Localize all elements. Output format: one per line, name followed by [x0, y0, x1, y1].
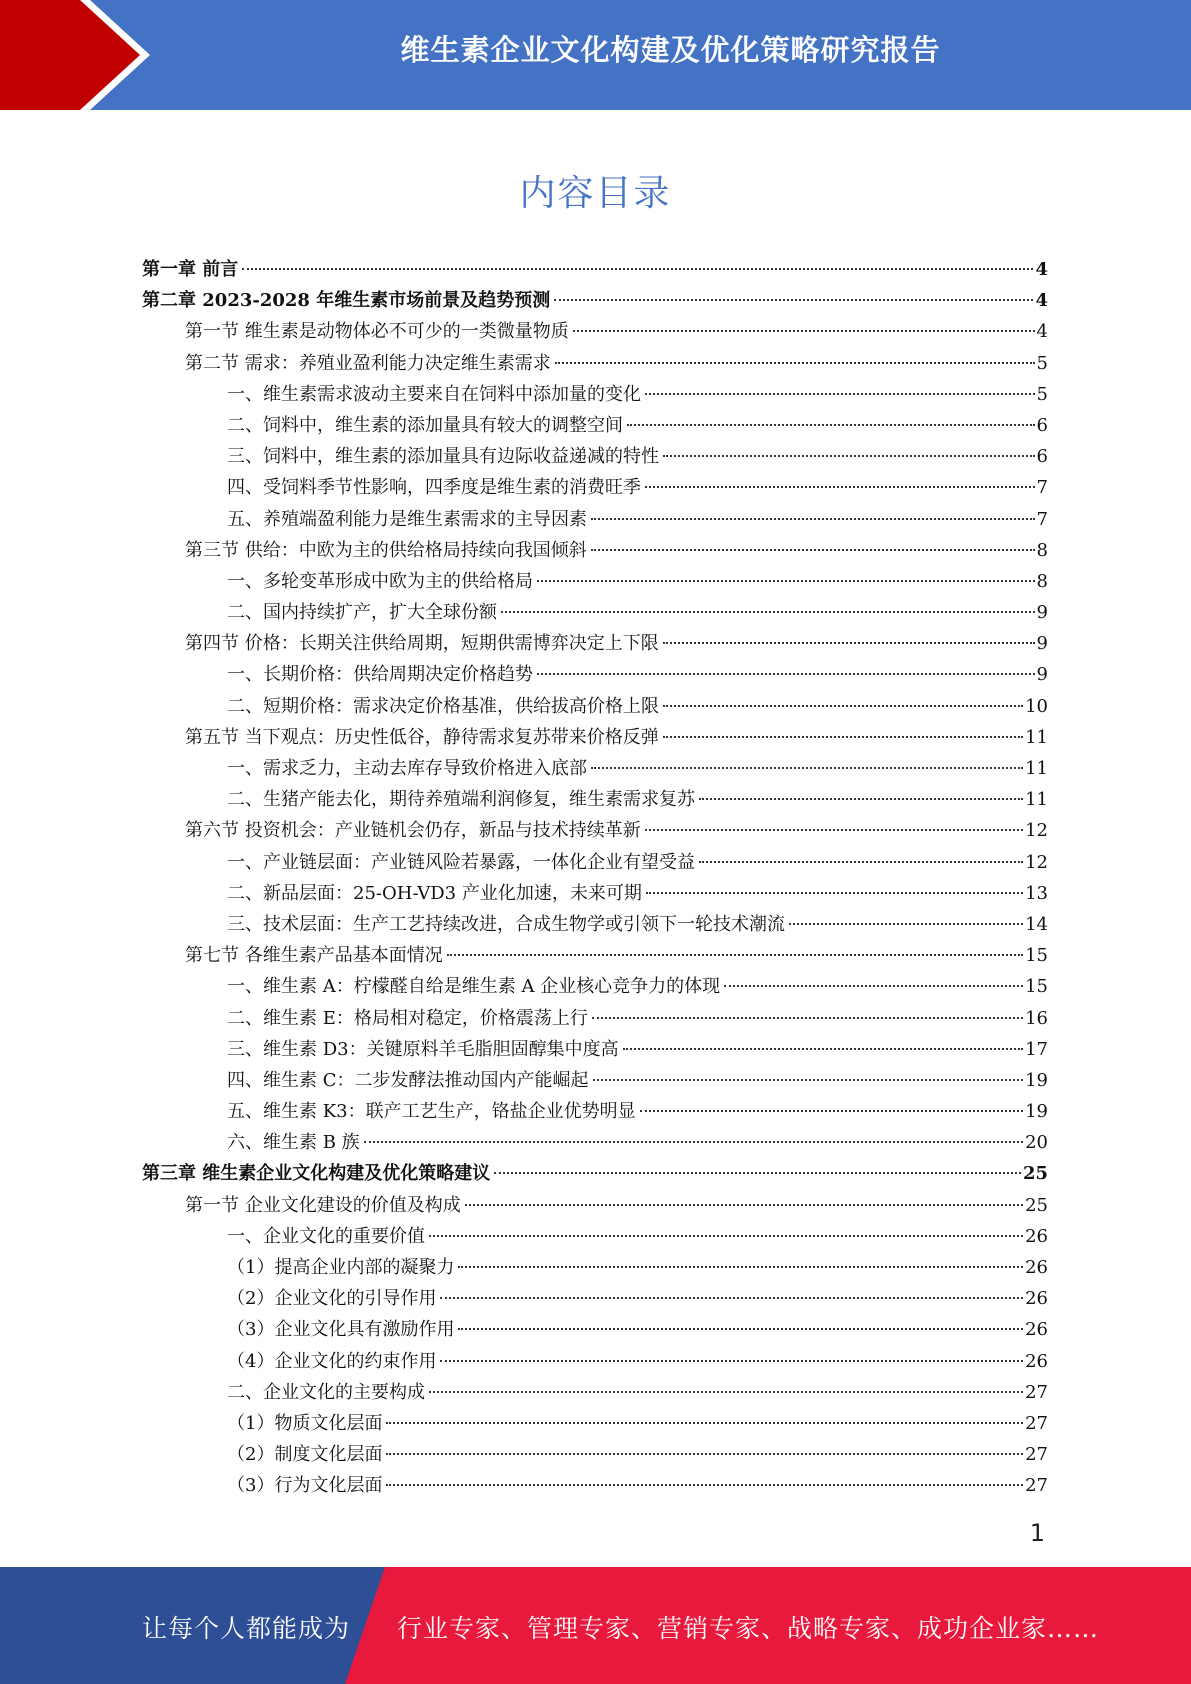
toc-entry-page: 15 — [1025, 945, 1048, 967]
toc-entry[interactable] — [142, 410, 1048, 441]
toc-leader-dots — [592, 1017, 1023, 1019]
toc-entry[interactable] — [142, 566, 1048, 597]
toc-entry[interactable] — [142, 1283, 1048, 1314]
toc-entry[interactable] — [142, 1158, 1048, 1189]
toc-leader-dots — [537, 673, 1035, 675]
toc-leader-dots — [640, 1110, 1023, 1112]
toc-entry-page: 20 — [1025, 1132, 1048, 1154]
toc-entry-page: 26 — [1025, 1257, 1048, 1278]
toc-entry-page: 12 — [1025, 851, 1048, 873]
toc-entry[interactable] — [142, 441, 1048, 472]
toc-entry-page: 5 — [1036, 383, 1048, 405]
toc-entry[interactable] — [142, 1190, 1048, 1221]
toc-entry-page: 27 — [1025, 1475, 1048, 1497]
toc-leader-dots — [465, 1204, 1023, 1206]
toc-entry-text: 五、维生素 K3：联产工艺生产，铬盐企业优势明显 — [227, 1101, 636, 1123]
toc-leader-dots — [663, 705, 1023, 707]
toc-entry-text: 第五节 当下观点：历史性低谷，静待需求复苏带来价格反弹 — [185, 726, 659, 748]
toc-entry-page: 27 — [1025, 1412, 1048, 1434]
toc-leader-dots — [623, 1048, 1023, 1050]
toc-entry-page: 7 — [1036, 508, 1048, 530]
toc-entry[interactable] — [142, 659, 1048, 690]
toc-leader-dots — [440, 1297, 1023, 1299]
toc-leader-dots — [593, 1079, 1024, 1081]
toc-entry-text: （2）制度文化层面 — [227, 1444, 383, 1466]
toc-entry-text: （2）企业文化的引导作用 — [227, 1288, 437, 1310]
toc-leader-dots — [699, 861, 1023, 863]
toc-entry[interactable] — [142, 1034, 1048, 1065]
toc-entry[interactable] — [142, 722, 1048, 753]
toc-entry-page: 4 — [1036, 321, 1048, 343]
footer-slogan-left: 让每个人都能成为 — [142, 1614, 351, 1643]
toc-entry-text: 第二章 2023-2028 年维生素市场前景及趋势预测 — [142, 290, 551, 312]
toc-entry-page: 19 — [1025, 1069, 1048, 1091]
toc-leader-dots — [386, 1453, 1023, 1455]
toc-entry-text: 二、维生素 E：格局相对稳定，价格震荡上行 — [227, 1007, 588, 1029]
toc-entry-page: 9 — [1036, 602, 1048, 624]
toc-leader-dots — [501, 611, 1035, 613]
toc-entry-text: 三、维生素 D3：关键原料羊毛脂胆固醇集中度高 — [227, 1038, 619, 1060]
toc-entry-text: 二、国内持续扩产，扩大全球份额 — [227, 602, 497, 624]
toc-leader-dots — [429, 1391, 1023, 1393]
toc-entry-page: 11 — [1025, 789, 1048, 811]
toc-entry[interactable] — [142, 1252, 1048, 1283]
toc-entry-text: 二、短期价格：需求决定价格基准，供给拔高价格上限 — [227, 695, 659, 717]
toc-entry[interactable] — [142, 753, 1048, 784]
toc-entry[interactable] — [142, 504, 1048, 535]
toc-entry-page: 4 — [1035, 259, 1048, 280]
toc-entry-text: 四、受饲料季节性影响，四季度是维生素的消费旺季 — [227, 477, 641, 499]
toc-entry[interactable] — [142, 1314, 1048, 1345]
toc-entry[interactable] — [142, 1377, 1048, 1408]
toc-leader-dots — [429, 1235, 1023, 1237]
toc-entry-page: 7 — [1036, 477, 1048, 499]
toc-entry[interactable] — [142, 348, 1048, 379]
toc-leader-dots — [555, 362, 1035, 364]
toc-heading: 内容目录 — [519, 173, 672, 214]
toc-leader-dots — [440, 1360, 1023, 1362]
header-band — [0, 0, 1191, 110]
toc-leader-dots — [573, 330, 1035, 332]
toc-entry[interactable] — [142, 878, 1048, 909]
toc-entry-page: 8 — [1036, 570, 1048, 592]
toc-entry[interactable] — [142, 1065, 1048, 1096]
toc-entry-text: （3）行为文化层面 — [227, 1475, 383, 1497]
toc-entry-text: 二、新品层面：25-OH-VD3 产业化加速，未来可期 — [227, 882, 642, 904]
toc-entry-page: 12 — [1025, 820, 1048, 842]
toc-entry[interactable] — [142, 691, 1048, 722]
toc-entry-text: 三、饲料中，维生素的添加量具有边际收益递减的特性 — [227, 446, 659, 468]
toc-entry[interactable] — [142, 628, 1048, 659]
toc-leader-dots — [663, 736, 1023, 738]
toc-leader-dots — [645, 829, 1023, 831]
toc-entry-page: 6 — [1036, 414, 1048, 436]
toc-entry-page: 26 — [1025, 1288, 1048, 1310]
toc-entry[interactable] — [142, 1003, 1048, 1034]
toc-entry-page: 25 — [1025, 1194, 1048, 1216]
toc-entry[interactable] — [142, 1127, 1048, 1158]
toc-entry[interactable] — [142, 254, 1048, 285]
footer-slogan-right: 行业专家、管理专家、营销专家、战略专家、成功企业家…… — [397, 1614, 1100, 1643]
toc-entry-page: 9 — [1036, 664, 1048, 686]
toc-leader-dots — [242, 268, 1033, 270]
toc-entry-text: 一、长期价格：供给周期决定价格趋势 — [227, 664, 533, 686]
toc-entry[interactable] — [142, 1096, 1048, 1127]
toc-entry[interactable] — [142, 285, 1048, 316]
toc-entry-page: 13 — [1025, 882, 1048, 904]
toc-entry[interactable] — [142, 971, 1048, 1002]
toc-entry-text: 第三章 维生素企业文化构建及优化策略建议 — [142, 1163, 491, 1185]
toc-leader-dots — [724, 985, 1023, 987]
toc-entry-page: 17 — [1025, 1038, 1048, 1060]
toc-leader-dots — [645, 486, 1035, 488]
toc-entry-text: 六、维生素 B 族 — [227, 1132, 360, 1154]
toc-entry-text: 一、维生素需求波动主要来自在饲料中添加量的变化 — [227, 383, 641, 405]
toc-entry[interactable] — [142, 597, 1048, 628]
toc-entry-page: 11 — [1025, 758, 1048, 779]
toc-entry-text: 二、企业文化的主要构成 — [227, 1381, 425, 1403]
toc-entry[interactable] — [142, 316, 1048, 347]
toc-entry-text: 一、企业文化的重要价值 — [227, 1225, 425, 1247]
toc-leader-dots — [663, 455, 1035, 457]
toc-entry[interactable] — [142, 847, 1048, 878]
toc-leader-dots — [386, 1422, 1023, 1424]
toc-entry-text: 四、维生素 C：二步发酵法推动国内产能崛起 — [227, 1069, 589, 1091]
toc-leader-dots — [364, 1141, 1023, 1143]
toc-entry-page: 19 — [1025, 1101, 1048, 1123]
toc-entry-text: 二、饲料中，维生素的添加量具有较大的调整空间 — [227, 414, 623, 436]
toc-entry[interactable] — [142, 379, 1048, 410]
toc-entry-text: 第一节 企业文化建设的价值及构成 — [185, 1194, 461, 1216]
toc-entry-text: 二、生猪产能去化，期待养殖端利润修复，维生素需求复苏 — [227, 789, 695, 811]
toc-entry-page: 10 — [1025, 695, 1048, 717]
toc-leader-dots — [645, 393, 1035, 395]
toc-entry-text: 第四节 价格：长期关注供给周期，短期供需博弈决定上下限 — [185, 633, 659, 655]
toc-entry[interactable] — [142, 1408, 1048, 1439]
footer-band — [0, 1567, 1191, 1684]
toc-entry-page: 26 — [1025, 1350, 1048, 1372]
toc-entry-page: 6 — [1036, 446, 1048, 468]
toc-entry-page: 27 — [1025, 1444, 1048, 1466]
toc-entry-text: 第一节 维生素是动物体必不可少的一类微量物质 — [185, 321, 569, 343]
report-title: 维生素企业文化构建及优化策略研究报告 — [400, 33, 941, 67]
toc-entry-page: 14 — [1025, 913, 1048, 935]
toc-entry[interactable] — [142, 815, 1048, 846]
toc-entry-page: 5 — [1036, 352, 1048, 374]
toc-entry-text: 第七节 各维生素产品基本面情况 — [185, 945, 443, 967]
toc-entry-text: （1）提高企业内部的凝聚力 — [227, 1257, 455, 1278]
toc-leader-dots — [663, 642, 1035, 644]
toc-leader-dots — [458, 1266, 1023, 1268]
toc-leader-dots — [554, 299, 1033, 301]
toc-entry[interactable] — [142, 940, 1048, 971]
toc-entry-page: 27 — [1025, 1381, 1048, 1403]
toc-leader-dots — [789, 923, 1023, 925]
toc-leader-dots — [591, 518, 1035, 520]
toc-entry-page: 25 — [1022, 1163, 1048, 1185]
toc-entry[interactable] — [142, 909, 1048, 940]
toc-entry-text: 一、多轮变革形成中欧为主的供给格局 — [227, 570, 533, 592]
toc-entry[interactable] — [142, 472, 1048, 503]
toc-entry[interactable] — [142, 1221, 1048, 1252]
toc-entry-text: 第三节 供给：中欧为主的供给格局持续向我国倾斜 — [185, 539, 587, 561]
toc-entry-page: 4 — [1035, 290, 1048, 312]
toc-entry-text: 一、产业链层面：产业链风险若暴露，一体化企业有望受益 — [227, 851, 695, 873]
toc-entry-page: 26 — [1025, 1225, 1048, 1247]
toc-leader-dots — [646, 892, 1023, 894]
toc-entry[interactable] — [142, 535, 1048, 566]
toc-entry-text: （1）物质文化层面 — [227, 1412, 383, 1434]
toc-entry[interactable] — [142, 1346, 1048, 1377]
toc-leader-dots — [591, 767, 1023, 769]
toc-leader-dots — [627, 424, 1035, 426]
toc-entry-text: 五、养殖端盈利能力是维生素需求的主导因素 — [227, 508, 587, 530]
toc-leader-dots — [537, 580, 1035, 582]
toc-entry-text: （3）企业文化具有激励作用 — [227, 1319, 455, 1341]
toc-entry-page: 26 — [1025, 1319, 1048, 1341]
toc-leader-dots — [591, 549, 1035, 551]
toc-entry-text: 第二节 需求：养殖业盈利能力决定维生素需求 — [185, 352, 551, 374]
table-of-contents — [142, 254, 1048, 1502]
toc-entry-page: 9 — [1036, 633, 1048, 655]
toc-entry-page: 15 — [1025, 976, 1048, 998]
toc-leader-dots — [447, 954, 1023, 956]
toc-entry-text: 第六节 投资机会：产业链机会仍存，新品与技术持续革新 — [185, 820, 641, 842]
toc-entry-text: 第一章 前言 — [142, 259, 239, 280]
toc-entry[interactable] — [142, 784, 1048, 815]
toc-entry[interactable] — [142, 1470, 1048, 1501]
toc-leader-dots — [494, 1172, 1021, 1174]
toc-leader-dots — [699, 798, 1023, 800]
toc-entry-text: 三、技术层面：生产工艺持续改进，合成生物学或引领下一轮技术潮流 — [227, 913, 785, 935]
toc-entry-text: 一、需求乏力，主动去库存导致价格进入底部 — [227, 758, 587, 779]
toc-entry-page: 16 — [1025, 1007, 1048, 1029]
toc-leader-dots — [386, 1484, 1023, 1486]
header-arrow-shape — [0, 0, 140, 110]
toc-entry[interactable] — [142, 1439, 1048, 1470]
toc-entry-text: （4）企业文化的约束作用 — [227, 1350, 437, 1372]
toc-entry-text: 一、维生素 A：柠檬醛自给是维生素 A 企业核心竞争力的体现 — [227, 976, 721, 998]
toc-leader-dots — [458, 1328, 1023, 1330]
toc-entry-page: 11 — [1025, 726, 1048, 748]
page-number: 1 — [1029, 1519, 1045, 1547]
toc-entry-page: 8 — [1036, 539, 1048, 561]
